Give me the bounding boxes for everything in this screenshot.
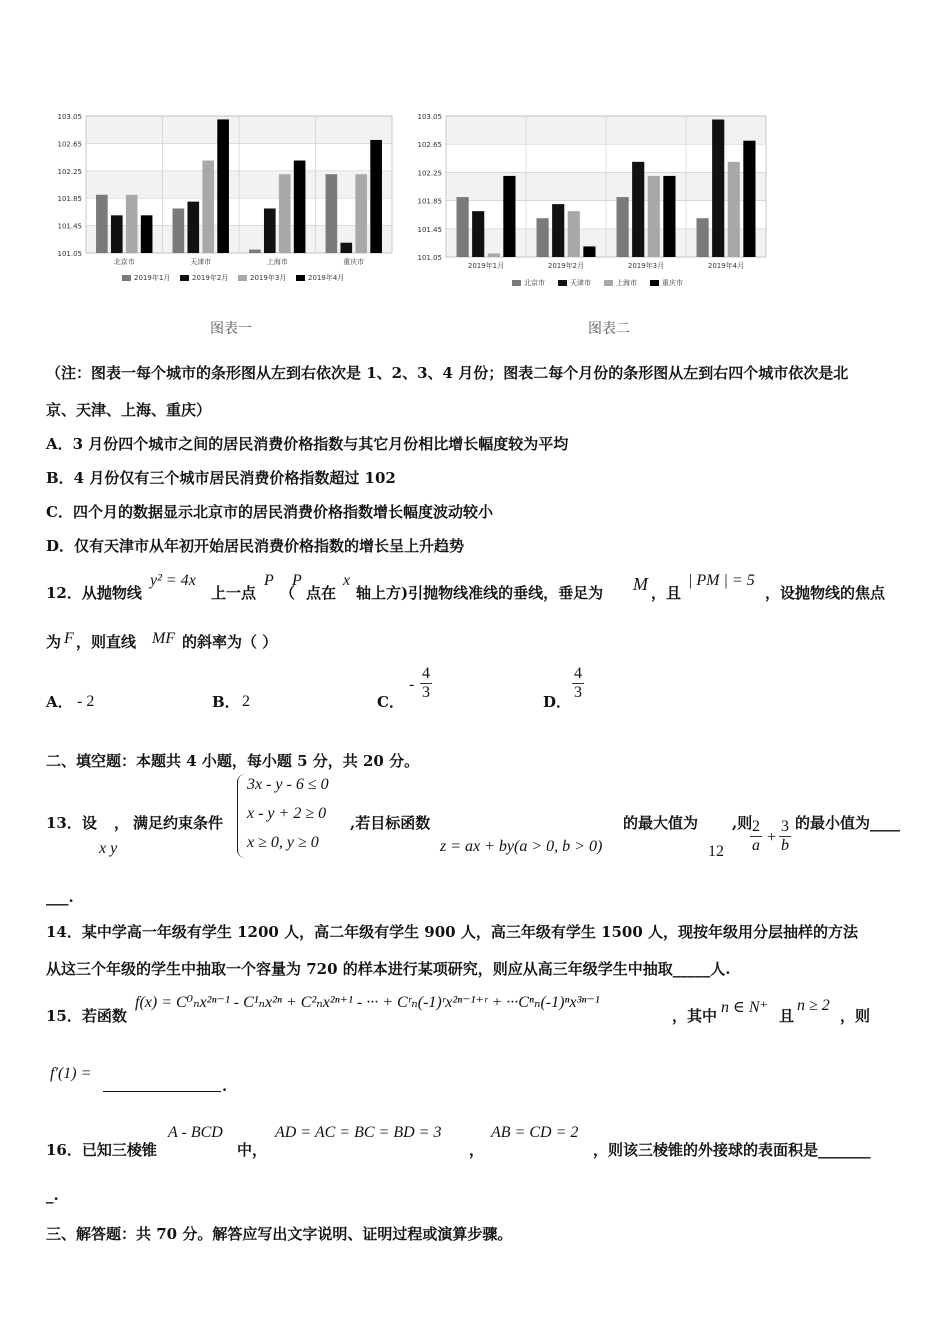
bar <box>583 246 595 257</box>
y-tick-label: 101.05 <box>417 254 442 262</box>
bar <box>488 253 500 257</box>
section-2-heading: 二、填空题：本题共 4 小题，每小题 5 分，共 20 分。 <box>46 752 420 770</box>
q11-option-c: C．四个月的数据显示北京市的居民消费价格指数增长幅度波动较小 <box>46 503 493 521</box>
y-tick-label: 102.65 <box>57 140 82 149</box>
bar <box>370 140 382 253</box>
q13-constraint-3: x ≥ 0, y ≥ 0 <box>247 834 319 851</box>
q15-formula: f(x) = C⁰ₙx²ⁿ⁻¹ - C¹ₙx²ⁿ + C²ₙx²ⁿ⁺¹ - ··· + Cʳₙ(-1)ʳx²ⁿ⁻¹⁺ʳ + ···Cⁿₙ(-1)ⁿx³ⁿ⁻¹ <box>135 994 600 1011</box>
q12-option-b-value: 2 <box>242 693 250 710</box>
q12-option-b-label: B． <box>212 693 240 711</box>
x-tick-label: 2019年4月 <box>707 262 745 270</box>
q12-line-mf: MF <box>152 630 176 647</box>
q13-text: 13．设 <box>46 814 97 832</box>
x-tick-label: 天津市 <box>190 258 212 266</box>
q12-text: 为 <box>46 633 62 651</box>
q15-answer-blank <box>103 1091 221 1092</box>
bar <box>340 243 352 253</box>
x-tick-label: 上海市 <box>266 258 288 266</box>
chart-1-x-tick-labels <box>114 257 365 266</box>
q13-fraction-2-a: $\frac{2}{a}$ <box>752 818 760 854</box>
y-tick-label: 102.25 <box>57 167 82 176</box>
x-tick-label: 2019年1月 <box>467 262 505 270</box>
q12-option-c-fraction: $\frac{4}{3}$ <box>422 665 430 701</box>
q12-text: ，且 <box>651 584 682 602</box>
legend-swatch <box>180 275 189 281</box>
q12-text: ，则直线 <box>76 633 137 651</box>
q13-text: ， <box>114 814 130 832</box>
q13-text: 的最大值为 <box>623 814 699 832</box>
q13-max-value: 12 <box>708 843 724 860</box>
y-tick-label: 102.25 <box>417 169 442 178</box>
bar <box>648 176 660 257</box>
bar <box>537 218 549 257</box>
q15-text: ，其中 <box>672 1007 718 1025</box>
legend-label: 天津市 <box>570 279 591 287</box>
bar <box>202 161 214 253</box>
bar <box>249 250 261 253</box>
q12-pm-length: | PM | = 5 <box>688 572 755 589</box>
bar <box>697 218 709 257</box>
q15-text: ，则 <box>840 1007 871 1025</box>
chart-1-y-tick-labels <box>58 113 83 258</box>
bar <box>111 215 123 253</box>
q16-text: 中， <box>237 1141 268 1159</box>
q12-x-axis: x <box>343 572 351 589</box>
bar <box>217 119 229 253</box>
q13-objective: z = ax + by(a > 0, b > 0) <box>440 838 603 855</box>
q12-focus-f: F <box>64 630 74 647</box>
chart-2-legend <box>512 278 683 287</box>
legend-swatch <box>122 275 131 281</box>
y-tick-label: 101.85 <box>417 197 442 206</box>
q12-option-a-value: - 2 <box>77 693 95 710</box>
legend-swatch <box>650 280 659 286</box>
q15-text: 15．若函数 <box>46 1007 127 1025</box>
q12-text: （ <box>280 584 296 602</box>
chart-2 <box>410 108 775 293</box>
q16-equation-1: AD = AC = BC = BD = 3 <box>275 1124 442 1141</box>
bar <box>126 195 138 253</box>
legend-swatch <box>296 275 305 281</box>
q13-text: 的最小值为____ <box>795 814 901 832</box>
y-tick-label: 103.05 <box>57 113 82 121</box>
bar <box>552 204 564 257</box>
q15-question: f′(1) = <box>50 1065 92 1082</box>
legend-label: 上海市 <box>616 279 637 287</box>
q11-option-a: A．3 月份四个城市之间的居民消费价格指数与其它月份相比增长幅度较为平均 <box>46 435 569 453</box>
chart-1-caption: 图表一 <box>210 321 252 337</box>
q12-parabola: y² = 4x <box>150 572 196 589</box>
q13-fraction-3-b: $\frac{3}{b}$ <box>781 818 789 854</box>
bar <box>663 176 675 257</box>
q12-option-c-sign: - <box>409 676 415 693</box>
bar <box>187 202 199 253</box>
q16-tetrahedron: A - BCD <box>168 1124 223 1141</box>
bar <box>294 161 306 253</box>
y-tick-label: 101.05 <box>57 250 82 258</box>
q13-constraint-2: x - y + 2 ≥ 0 <box>247 805 327 822</box>
bar <box>743 141 755 257</box>
bar <box>173 208 185 253</box>
legend-swatch <box>558 280 567 286</box>
y-tick-label: 103.05 <box>417 113 442 121</box>
bar <box>279 174 291 253</box>
q11-option-b: B．4 月份仅有三个城市居民消费价格指数超过 102 <box>46 469 396 487</box>
q12-point-p: P <box>264 572 274 589</box>
chart-2-y-tick-labels <box>418 113 443 262</box>
q16-text: ，则该三棱锥的外接球的表面积是_______ <box>593 1141 871 1159</box>
legend-label: 北京市 <box>524 279 545 287</box>
legend-label: 2019年2月 <box>192 274 229 282</box>
legend-label: 2019年1月 <box>134 274 171 282</box>
q16-equation-2: AB = CD = 2 <box>491 1124 579 1141</box>
legend-label: 2019年4月 <box>308 274 345 282</box>
bar <box>457 197 469 257</box>
q12-text: 的斜率为（ ） <box>182 633 278 651</box>
chart-1 <box>50 108 395 288</box>
bar <box>568 211 580 257</box>
legend-swatch <box>604 280 613 286</box>
q13-plus: + <box>767 829 777 846</box>
legend-swatch <box>512 280 521 286</box>
bar <box>632 162 644 257</box>
bar <box>503 176 515 257</box>
q13-variables: x y <box>99 840 118 857</box>
q12-text: ，设抛物线的焦点 <box>765 584 886 602</box>
q11-option-d: D．仅有天津市从年初开始居民消费价格指数的增长呈上升趋势 <box>46 537 465 555</box>
x-tick-label: 重庆市 <box>343 258 365 266</box>
bar <box>712 120 724 257</box>
legend-swatch <box>238 275 247 281</box>
bar <box>355 174 367 253</box>
q12-text: 12．从抛物线 <box>46 584 142 602</box>
q13-brace <box>237 774 246 858</box>
bar <box>264 208 276 253</box>
q13-answer-blank: ___. <box>46 888 74 906</box>
q12-point-p: P <box>292 572 302 589</box>
q12-option-d-label: D． <box>543 693 572 711</box>
y-tick-label: 101.85 <box>57 195 82 204</box>
q12-text: 上一点 <box>211 584 257 602</box>
bar <box>472 211 484 257</box>
q12-option-d-fraction: $\frac{4}{3}$ <box>574 665 582 701</box>
chart-1-legend <box>122 273 344 282</box>
x-tick-label: 2019年2月 <box>547 262 585 270</box>
q12-option-a-label: A． <box>46 693 73 711</box>
q15-period: . <box>222 1077 228 1095</box>
legend-label: 重庆市 <box>662 279 683 287</box>
q13-text: 满足约束条件 <box>133 814 224 832</box>
q13-constraint-1: 3x - y - 6 ≤ 0 <box>247 776 329 793</box>
q16-text: 16．已知三棱锥 <box>46 1141 157 1159</box>
y-tick-label: 101.45 <box>57 222 82 231</box>
bar <box>617 197 629 257</box>
q12-point-m: M <box>633 574 648 594</box>
q13-text: ,若目标函数 <box>350 814 431 832</box>
y-tick-label: 101.45 <box>417 225 442 234</box>
q14-line-2: 从这三个年级的学生中抽取一个容量为 720 的样本进行某项研究，则应从高三年级学生中抽取_____人. <box>46 960 731 978</box>
bar <box>141 215 153 253</box>
section-3-heading: 三、解答题：共 70 分。解答应写出文字说明、证明过程或演算步骤。 <box>46 1225 513 1243</box>
x-tick-label: 2019年3月 <box>627 262 665 270</box>
q15-condition-1: n ∈ N⁺ <box>721 999 768 1016</box>
x-tick-label: 北京市 <box>113 258 135 266</box>
legend-label: 2019年3月 <box>250 274 287 282</box>
q12-text: 轴上方)引抛物线准线的垂线，垂足为 <box>356 584 604 602</box>
q12-option-c-label: C． <box>377 693 404 711</box>
q16-answer-blank: _. <box>46 1186 59 1204</box>
note-line-2: 京、天津、上海、重庆） <box>46 401 212 419</box>
y-tick-label: 102.65 <box>417 141 442 150</box>
q14-line-1: 14．某中学高一年级有学生 1200 人，高二年级有学生 900 人，高三年级有学生 1500 人，现按年级用分层抽样的方法 <box>46 923 859 941</box>
note-line-1: （注：图表一每个城市的条形图从左到右依次是 1、2、3、4 月份；图表二每个月份的条形图从左到右四个城市依次是北 <box>46 364 849 382</box>
bar <box>96 195 108 253</box>
q15-text: 且 <box>779 1007 795 1025</box>
q16-text: ， <box>469 1141 485 1159</box>
q15-condition-2: n ≥ 2 <box>797 997 830 1014</box>
bar <box>728 162 740 257</box>
q13-text: ,则 <box>732 814 753 832</box>
chart-2-caption: 图表二 <box>588 321 630 337</box>
bar <box>326 174 338 253</box>
chart-2-x-tick-labels <box>468 261 744 270</box>
q12-text: 点在 <box>306 584 337 602</box>
